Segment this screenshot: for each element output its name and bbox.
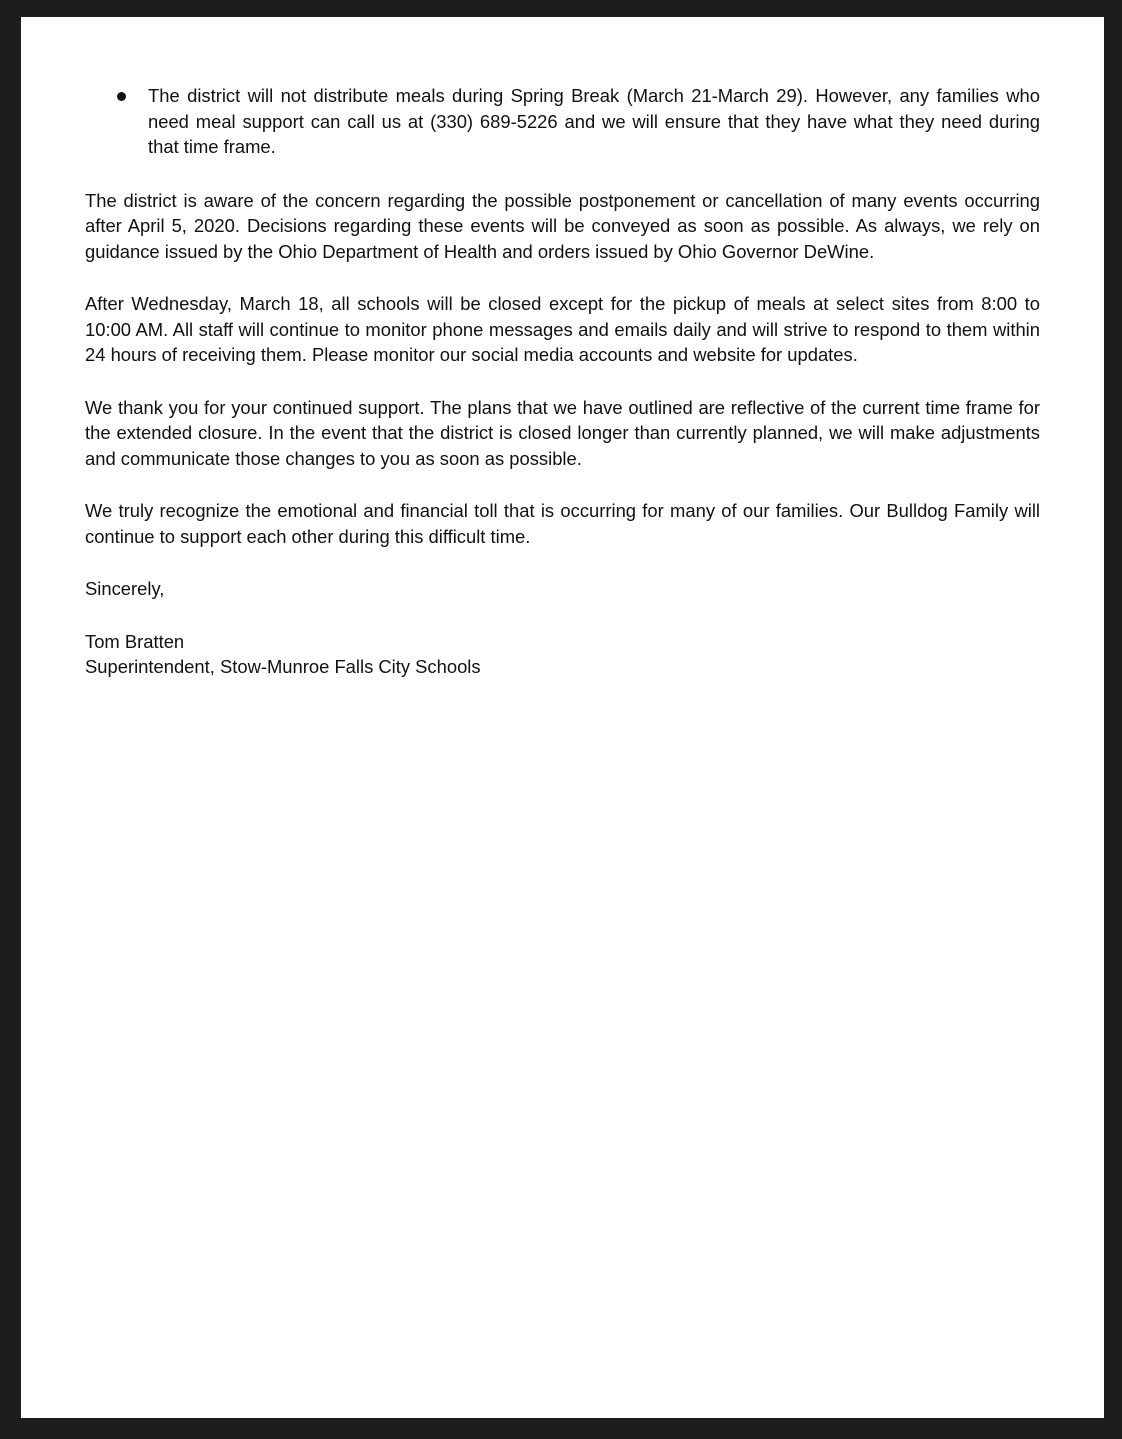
bullet-dot-icon: [117, 92, 126, 101]
document-page: [21, 17, 1104, 1418]
bullet-text: The district will not distribute meals during Spring Break (March 21-March 29). However, any families who need meal support can call us at (330) 689-5226 and we will ensure that they have what they need during that time frame.: [148, 85, 1040, 157]
closing-salutation: Sincerely,: [85, 578, 165, 599]
paragraph-events-concern: The district is aware of the concern regarding the possible postponement or cancellation of many events occurring after April 5, 2020. Decisions regarding these events will be conveyed as soon as possible. As always, we rely on guidance issued by the Ohio Department of Health and orders issued by Ohio Governor DeWine.: [85, 189, 1040, 262]
signature-block: [85, 629, 1040, 680]
signer-name: Tom Bratten: [85, 630, 185, 652]
letter-body: [85, 83, 1040, 680]
paragraph-school-closure: After Wednesday, March 18, all schools will be closed except for the pickup of meals at select sites from 8:00 to 10:00 AM. All staff will continue to monitor phone messages and emails daily and will strive to respond to them within 24 hours of receiving them. Please monitor our social media accounts and website for updates.: [85, 293, 1040, 365]
bullet-list: [85, 83, 1040, 160]
signer-title: Superintendent, Stow-Munroe Falls City Schools: [85, 656, 481, 677]
paragraph-bulldog-family: We truly recognize the emotional and financial toll that is occurring for many of our families. Our Bulldog Family will continue to support each other during this difficult time.: [85, 500, 1040, 547]
bullet-item-spring-break-meals: [85, 83, 1040, 160]
paragraph-thanks: We thank you for your continued support. The plans that we have outlined are reflective of the current time frame for the extended closure. In the event that the district is closed longer than currently planned, we will make adjustments and communicate those changes to you as soon as possible.: [85, 396, 1040, 469]
